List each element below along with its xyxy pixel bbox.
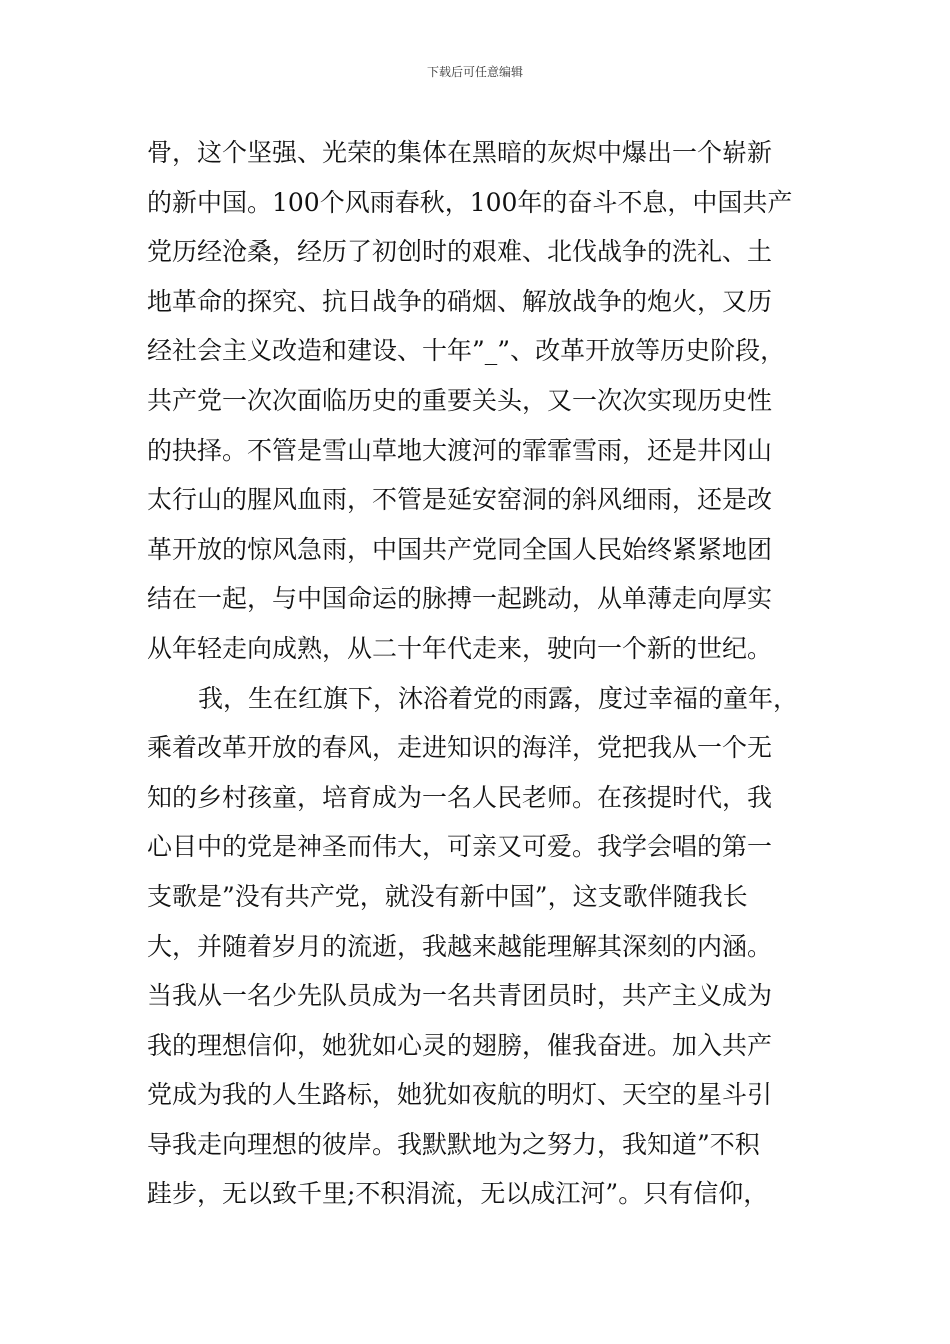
text-line: 地革命的探究、抗日战争的硝烟、解放战争的炮火，又历 bbox=[147, 286, 773, 316]
text-line: 党历经沧桑，经历了初创时的艰难、北伐战争的洗礼、土 bbox=[147, 237, 773, 267]
paragraph-2 bbox=[147, 674, 827, 1220]
text-line: 从年轻走向成熟，从二十年代走来，驶向一个新的世纪。 bbox=[147, 633, 773, 663]
text-line: 大，并随着岁月的流逝，我越来越能理解其深刻的内涵。 bbox=[147, 931, 773, 961]
text-line: 我的理想信仰，她犹如心灵的翅膀，催我奋进。加入共产 bbox=[147, 1030, 773, 1060]
text-line: 当我从一名少先队员成为一名共青团员时，共产主义成为 bbox=[147, 981, 773, 1011]
text-line: 的新中国。100个风雨春秋，100年的奋斗不息，中国共产 bbox=[147, 187, 793, 217]
text-line: 经社会主义改造和建设、十年”_”、改革开放等历史阶段， bbox=[147, 336, 786, 366]
text-line: 心目中的党是神圣而伟大，可亲又可爱。我学会唱的第一 bbox=[147, 832, 773, 862]
text-line: 知的乡村孩童，培育成为一名人民老师。在孩提时代，我 bbox=[147, 782, 773, 812]
paragraph-1 bbox=[147, 128, 827, 674]
text-line: 导我走向理想的彼岸。我默默地为之努力，我知道”不积 bbox=[147, 1129, 760, 1159]
page-header: 下载后可任意编辑 bbox=[426, 65, 523, 79]
text-line: 支歌是”没有共产党，就没有新中国”，这支歌伴随我长 bbox=[147, 881, 748, 911]
text-line: 骨，这个坚强、光荣的集体在黑暗的灰烬中爆出一个崭新 bbox=[147, 138, 773, 167]
text-line: 的抉择。不管是雪山草地大渡河的霏霏雪雨，还是井冈山 bbox=[147, 435, 773, 465]
text-line: 党成为我的人生路标，她犹如夜航的明灯、天空的星斗引 bbox=[147, 1080, 773, 1110]
text-line: 跬步，无以致千里;不积涓流，无以成江河”。只有信仰， bbox=[147, 1179, 769, 1209]
text-line: 共产党一次次面临历史的重要关头，又一次次实现历史性 bbox=[147, 385, 773, 415]
text-line: 结在一起，与中国命运的脉搏一起跳动，从单薄走向厚实 bbox=[147, 584, 773, 614]
document-body bbox=[147, 128, 827, 1219]
text-line: 我，生在红旗下，沐浴着党的雨露，度过幸福的童年， bbox=[198, 683, 799, 713]
text-line: 乘着改革开放的春风，走进知识的海洋，党把我从一个无 bbox=[147, 733, 773, 763]
text-line: 太行山的腥风血雨，不管是延安窑洞的斜风细雨，还是改 bbox=[147, 485, 773, 515]
text-line: 革开放的惊风急雨，中国共产党同全国人民始终紧紧地团 bbox=[147, 534, 773, 564]
